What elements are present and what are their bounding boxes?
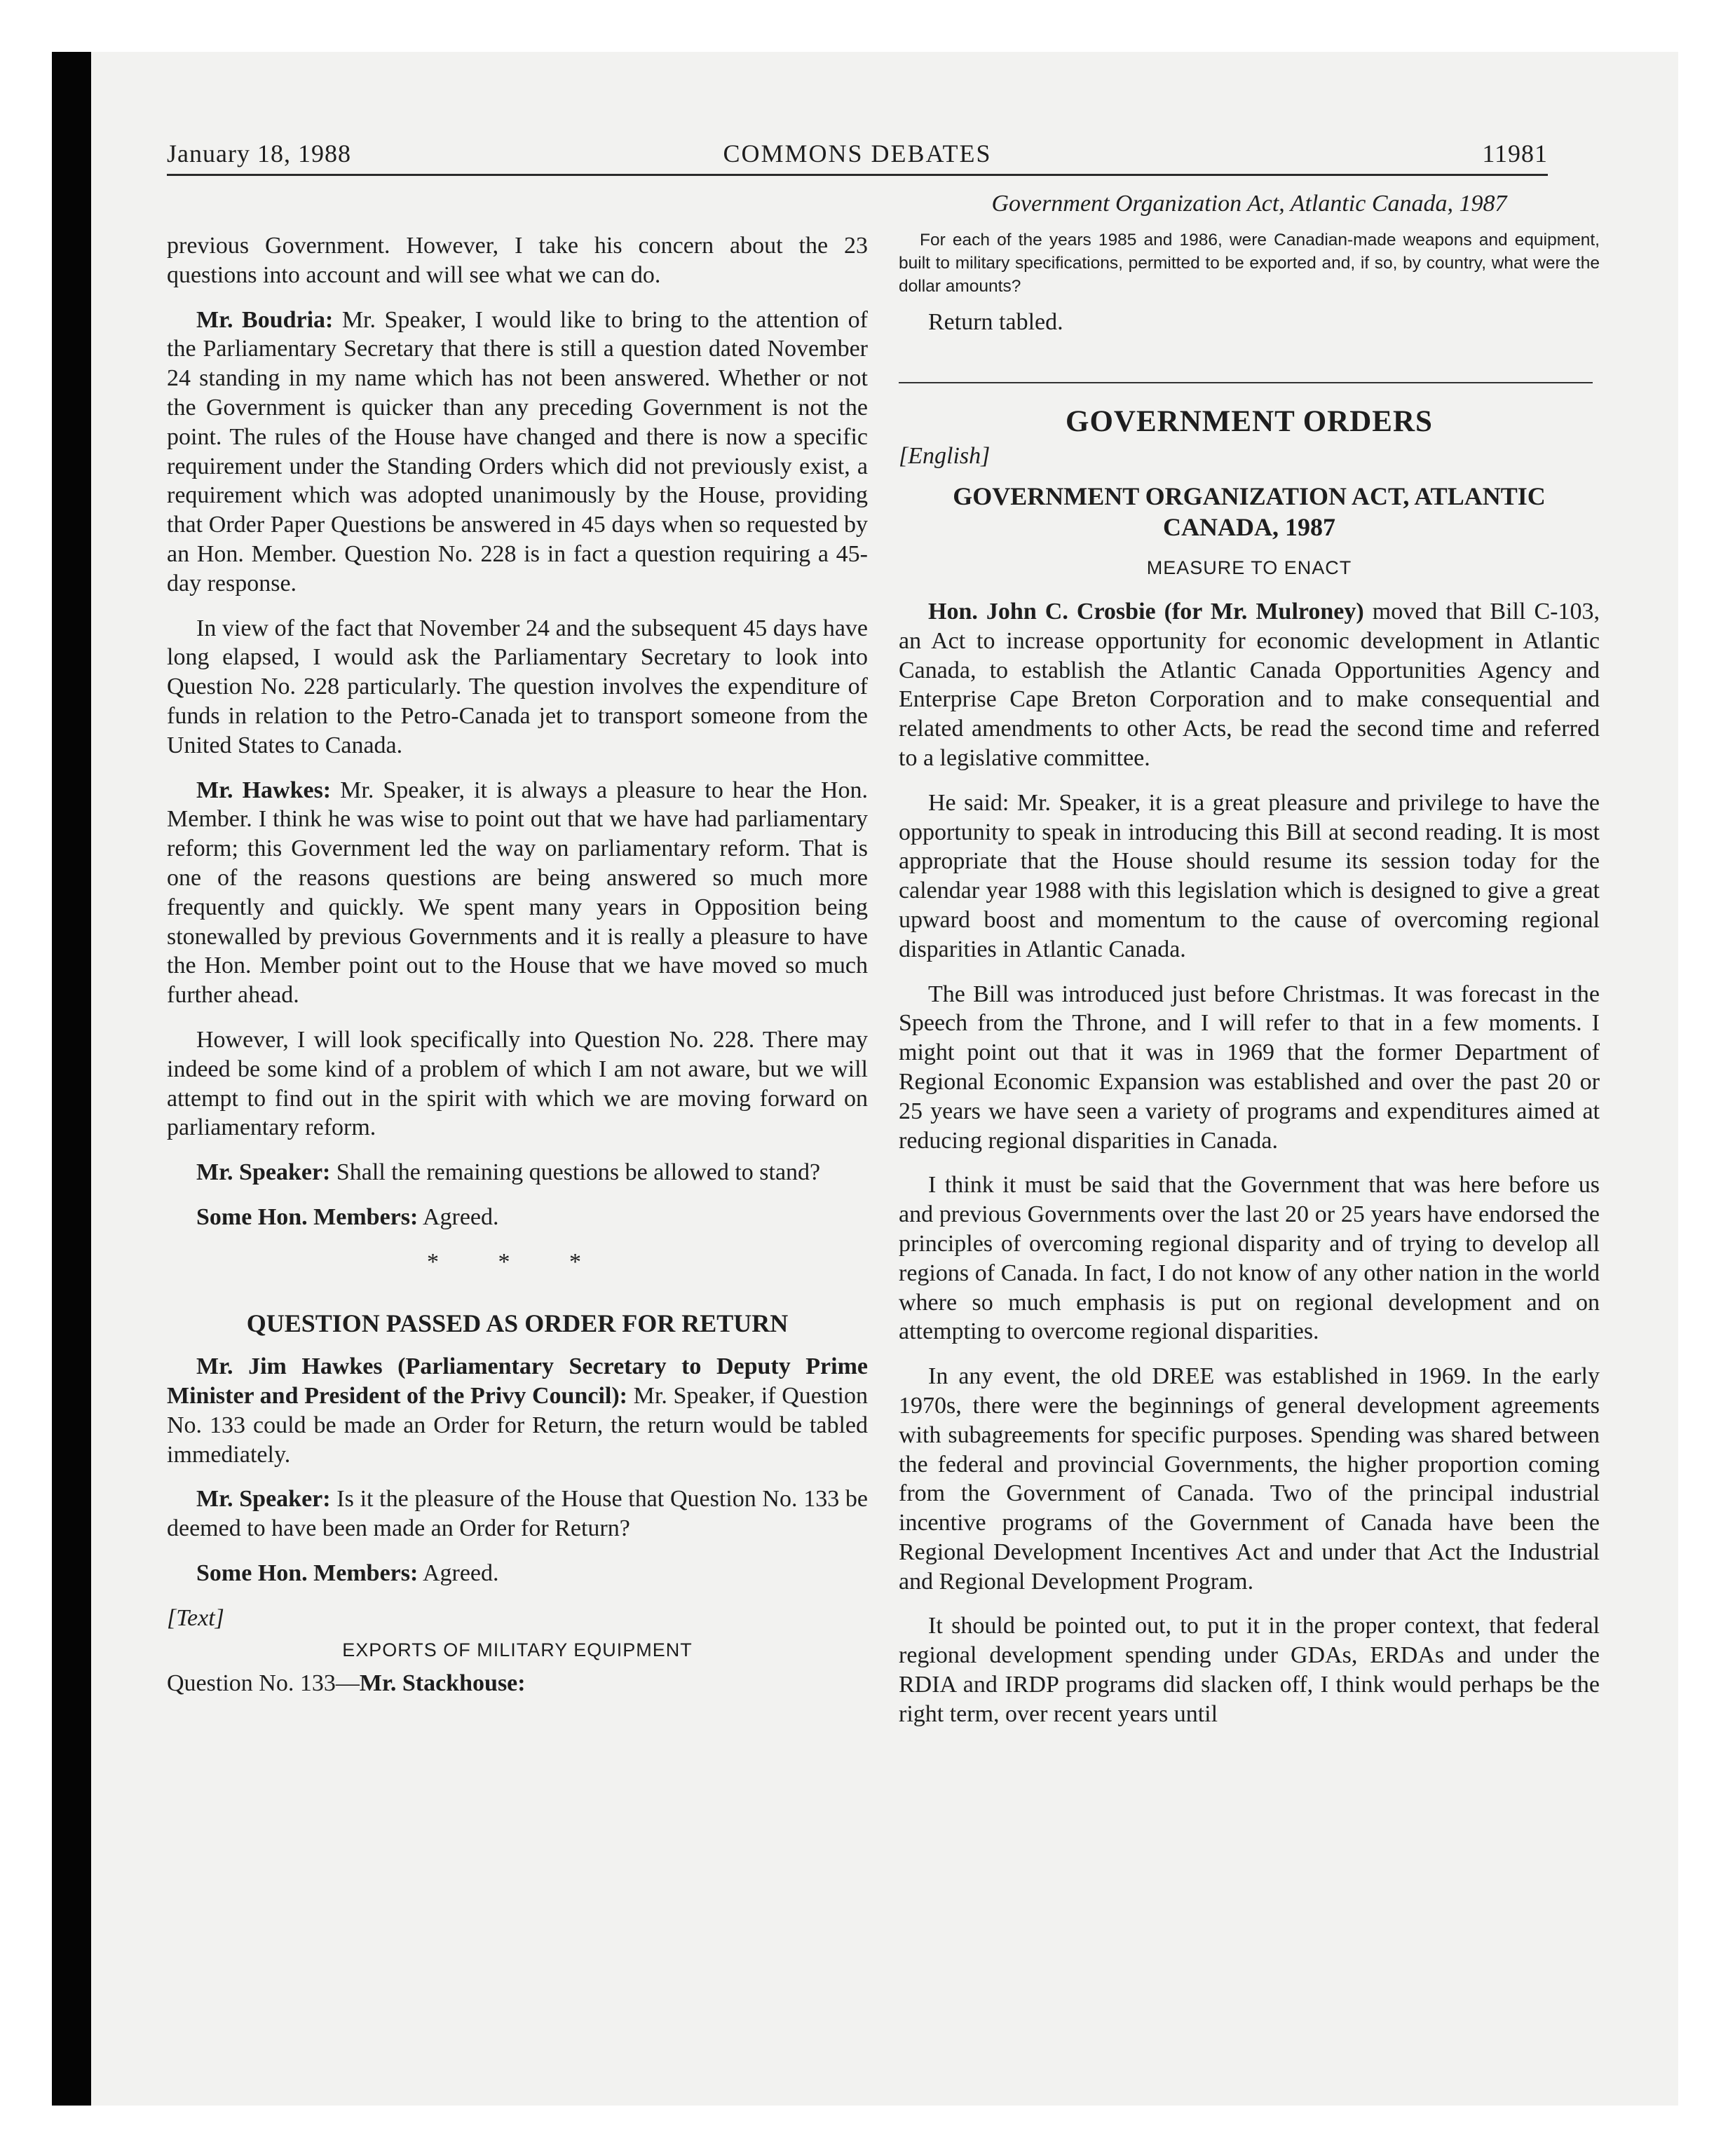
speech-text: moved that Bill C-103, an Act to increase opportunity for economic development in Atlantic Canada, to establish the Atlantic Canada Opportunities Agency and Enterprise Cape Breton Corporation and to make consequential and related amendments to other Acts, be read the second time and referred to a legislative committee. [899, 598, 1600, 771]
paragraph [167, 1352, 868, 1469]
subsection-heading: EXPORTS OF MILITARY EQUIPMENT [342, 1639, 693, 1660]
running-italic-title: Government Organization Act, Atlantic Canada, 1987 [991, 191, 1507, 217]
speaker-name: Mr. Boudria: [196, 306, 334, 333]
bill-heading: GOVERNMENT ORGANIZATION ACT, ATLANTIC CANADA, 1987 [953, 482, 1546, 542]
paragraph [167, 1559, 868, 1588]
speaker-name: Some Hon. Members: [196, 1560, 419, 1587]
speech-text: Mr. Speaker, I would like to bring to the attention of the Parliamentary Secretary that there is still a question dated November 24 standing in my name which has not been answered. Whether or not the Government is quicker than any preceding Government is not the point. The rules of the House have changed and there is now a specific requirement under the Standing Orders which did not previously exist, a requirement which was adopted unanimously by the House, providing that Order Paper Questions be answered in 45 days when so requested by an Hon. Member. Question No. 228 is in fact a question requiring a 45-day response. [167, 306, 868, 596]
paragraph: He said: Mr. Speaker, it is a great pleasure and privilege to have the opportunity to speak in introducing this Bill at second reading. It is most appropriate that the House should resume its session today for the calendar year 1988 with this legislation which is designed to give a great upward boost and momentum to the cause of overcoming regional disparities in Atlantic Canada. [899, 789, 1600, 962]
paragraph [167, 306, 868, 599]
question-number [167, 1669, 868, 1698]
paragraph: The Bill was introduced just before Christmas. It was forecast in the Speech from the Throne, and I will refer to that in a few moments. I might point out that it was in 1969 that the former Department of Regional Economic Expansion was established and over the past 20 or 25 years we have seen a variety of programs and expenditures aimed at reducing regional disparities in Canada. [899, 981, 1600, 1154]
paragraph: However, I will look specifically into Question No. 228. There may indeed be some kind of a problem of which I am not aware, but we will attempt to find out in the spirit with which we are moving forward on parliamentary reform. [167, 1026, 868, 1141]
speech-text: Shall the remaining questions be allowed to stand? [330, 1159, 821, 1186]
section-heading: QUESTION PASSED AS ORDER FOR RETURN [246, 1309, 789, 1337]
section-heading: GOVERNMENT ORDERS [1066, 404, 1433, 438]
speech-text: Agreed. [418, 1203, 499, 1230]
paragraph: previous Government. However, I take his concern about the 23 questions into account and will see what we can do. [167, 233, 868, 288]
speaker-name: Mr. Speaker: [196, 1159, 331, 1186]
left-column [167, 231, 868, 1698]
paragraph: I think it must be said that the Government that was here before us and previous Governments over the last 20 or 25 years have endorsed the principles of overcoming regional disparity and of trying to develop all regions of Canada. In fact, I do not know of any other nation in the world where so much emphasis is put on regional development and on attempting to overcome regional disparities. [899, 1172, 1600, 1345]
paragraph [899, 597, 1600, 773]
paragraph: In view of the fact that November 24 and the subsequent 45 days have long elapsed, I would ask the Parliamentary Secretary to look into Question No. 228 particularly. The question involves the expenditure of funds in relation to the Petro-Canada jet to transport someone from the United States to Canada. [167, 615, 868, 758]
speech-text: Mr. Speaker, it is always a pleasure to hear the Hon. Member. I think he was wise to point out that we have had parliamentary reform; this Government led the way on parliamentary reform. That is one of the reasons questions are being answered so much more frequently and quickly. We spent many years in Opposition being stonewalled by previous Governments and it is really a pleasure to have the Hon. Member point out to the House that we have moved so much further ahead. [167, 777, 868, 1009]
language-label: [Text] [167, 1604, 224, 1631]
header-title: COMMONS DEBATES [723, 139, 992, 168]
question-text: For each of the years 1985 and 1986, were Canadian-made weapons and equipment, built to military specifications, permitted to be exported and, if so, by country, what were the dollar amounts? [899, 230, 1600, 296]
speaker-name: Mr. Hawkes: [196, 777, 332, 803]
subsection-heading: MEASURE TO ENACT [1146, 557, 1352, 579]
question-member: Mr. Stackhouse: [359, 1670, 526, 1697]
speaker-name: Hon. John C. Crosbie (for Mr. Mulroney) [928, 598, 1364, 625]
header-rule [167, 174, 1548, 176]
speaker-name: Mr. Speaker: [196, 1486, 331, 1513]
scan-edge [52, 52, 91, 2106]
speech-text: Mr. Speaker, if Question No. 133 could be made an Order for Return, the return would be tabled immediately. [167, 1383, 869, 1468]
speaker-name: Mr. Jim Hawkes (Parliamentary Secretary to Deputy Prime Minister and President of the Privy Council): [167, 1353, 868, 1410]
right-column [899, 189, 1600, 1745]
language-label: [English] [899, 443, 991, 470]
speech-text: Is it the pleasure of the House that Question No. 133 be deemed to have been made an Order for Return? [167, 1486, 868, 1542]
header-page-number: 11981 [1482, 139, 1548, 168]
question-label: Question No. 133— [167, 1670, 360, 1697]
paragraph [167, 776, 868, 1010]
paragraph [167, 1485, 868, 1543]
paragraph [167, 1158, 868, 1187]
paragraph: Return tabled. [928, 308, 1063, 335]
paragraph [167, 1203, 868, 1232]
paragraph: It should be pointed out, to put it in the proper context, that federal regional development spending under GDAs, ERDAs and under the RDIA and IRDP programs did slacken off, I think would perhaps be the right term, over recent years until [899, 1613, 1600, 1727]
section-rule [899, 382, 1593, 383]
section-break-stars: * * * [427, 1248, 608, 1275]
speaker-name: Some Hon. Members: [196, 1203, 419, 1230]
running-header [167, 139, 1548, 175]
paragraph: In any event, the old DREE was established in 1969. In the early 1970s, there were the beginnings of general development agreements with subagreements for specific purposes. Spending was shared between the federal and provincial Governments, the higher proportion coming from the Government of Canada. Two of the principal industrial incentive programs of the Government of Canada have been the Regional Development Incentives Act and under that Act the Industrial and Regional Development Program. [899, 1363, 1600, 1595]
speech-text: Agreed. [418, 1560, 499, 1587]
header-date: January 18, 1988 [167, 139, 351, 168]
